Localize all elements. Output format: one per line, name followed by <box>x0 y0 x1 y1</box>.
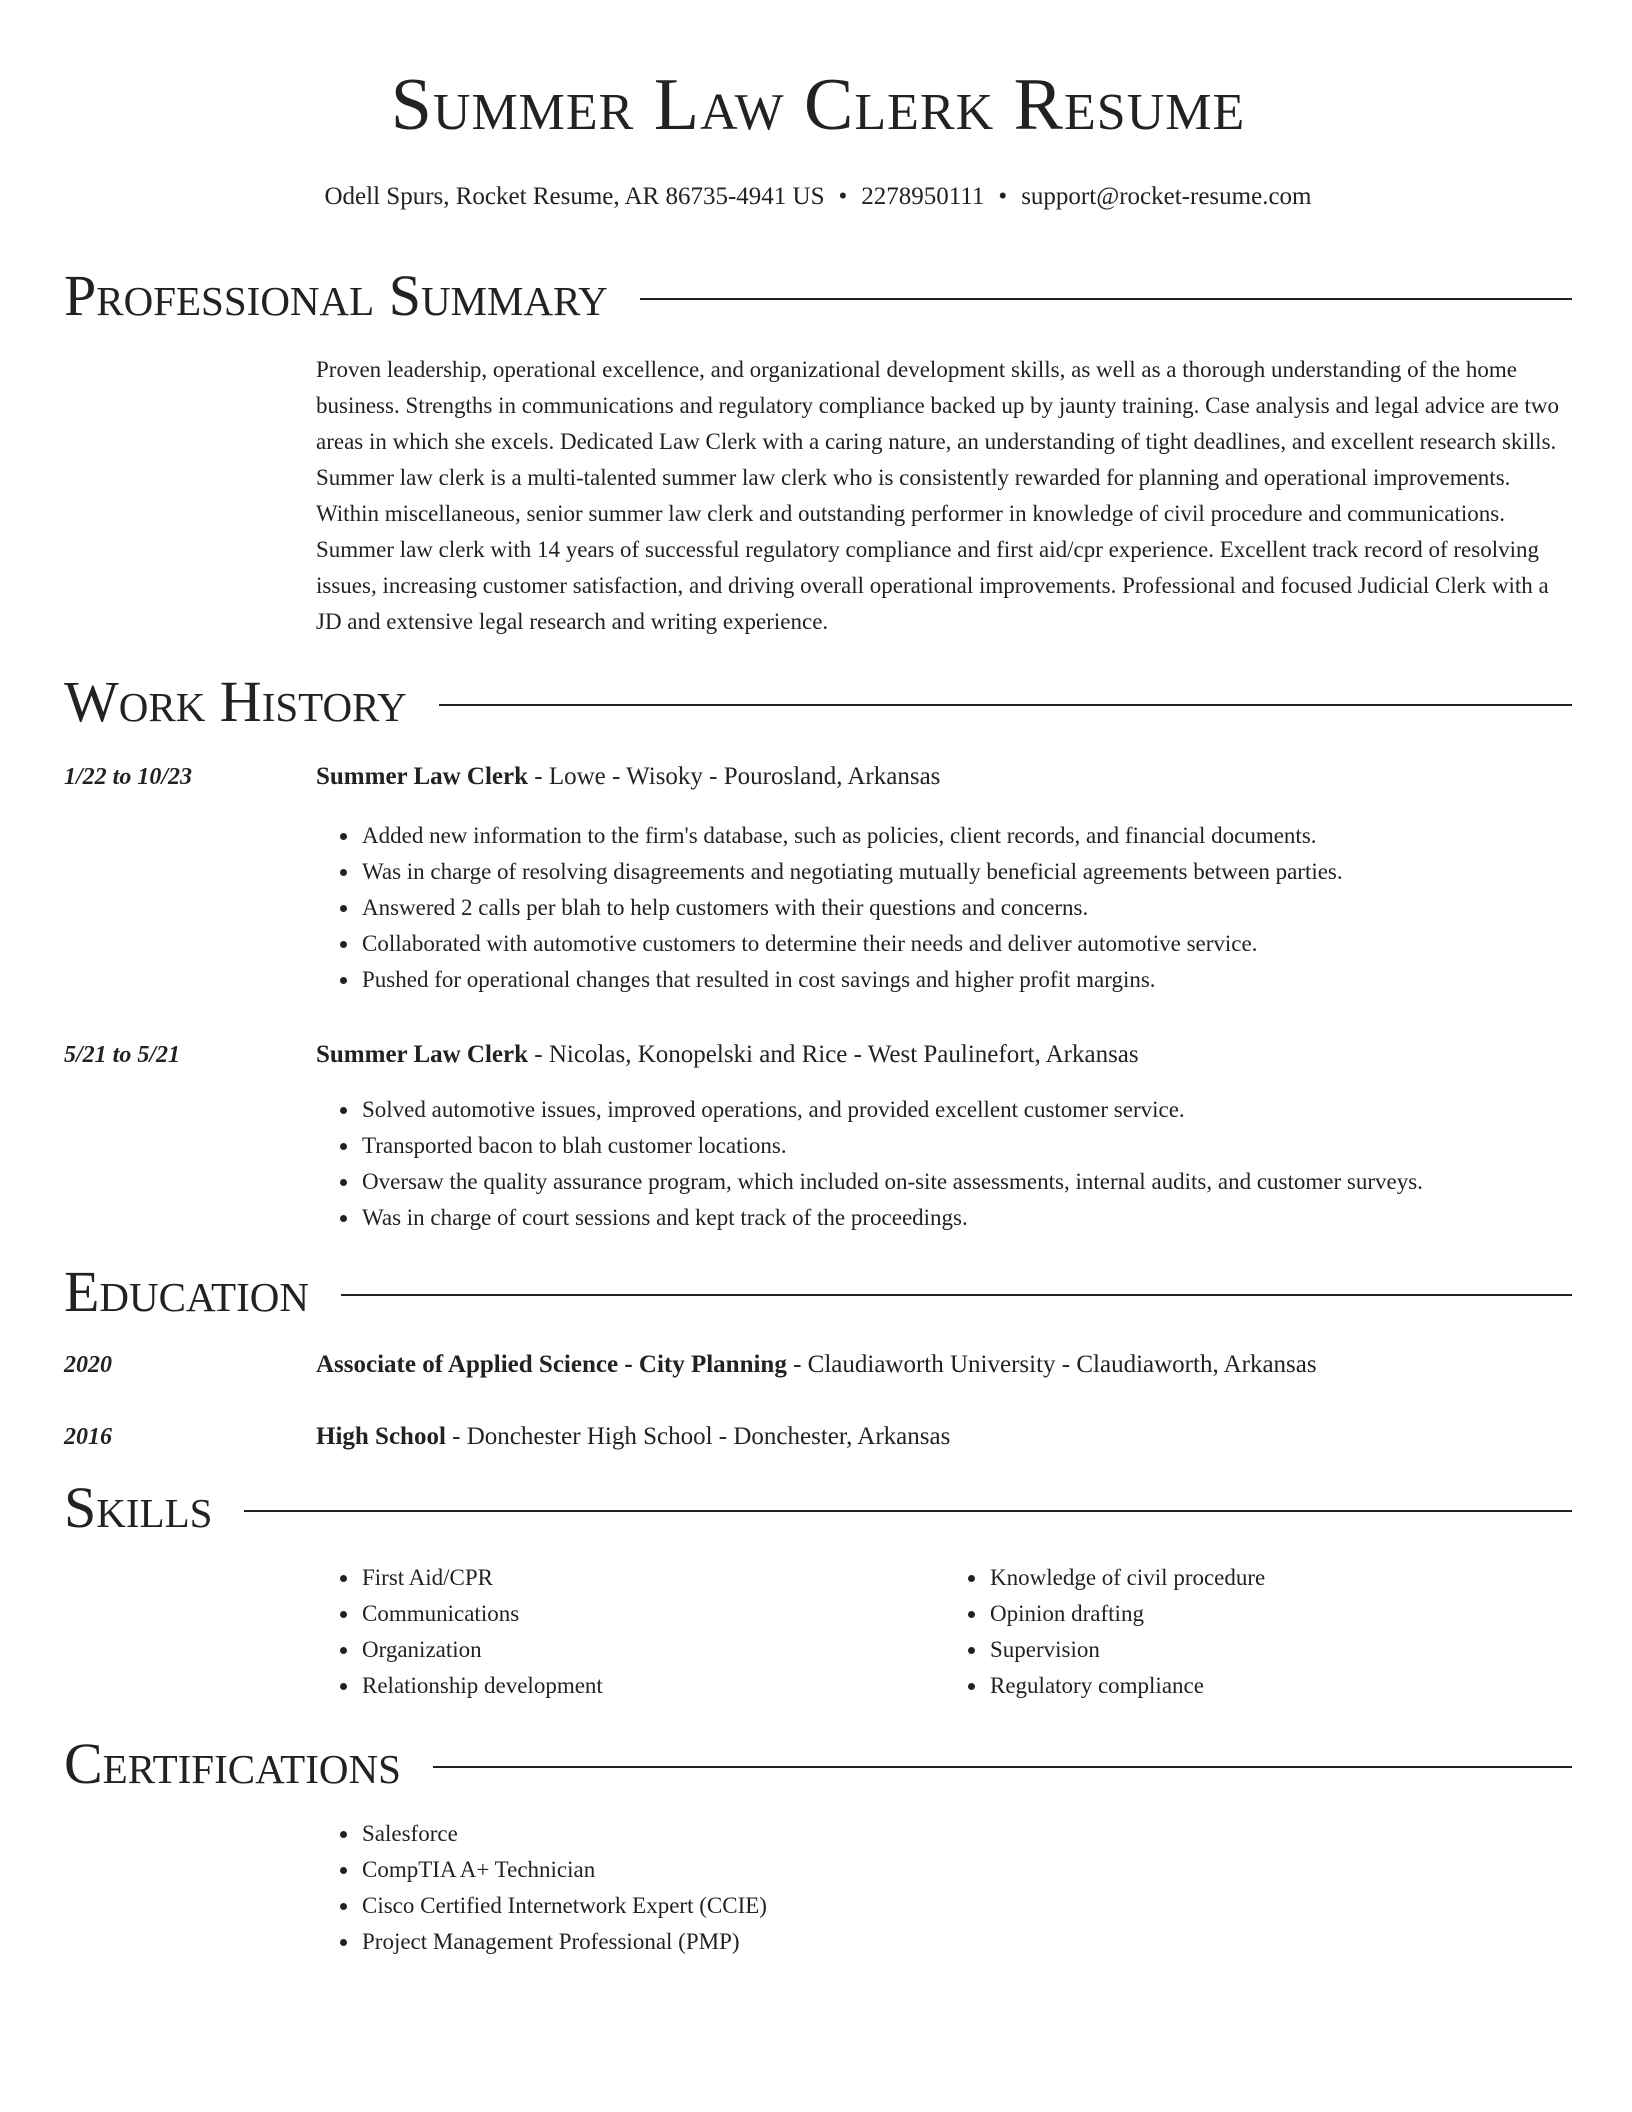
list-item: • Added new information to the firm's database, such as policies, client records, and financial documents. <box>360 818 1572 854</box>
skill-item: • First Aid/CPR <box>360 1560 944 1596</box>
skill-item: • Knowledge of civil procedure <box>988 1560 1572 1596</box>
section-divider <box>341 1294 1572 1296</box>
list-item: • Solved automotive issues, improved operations, and provided excellent customer service. <box>360 1092 1572 1128</box>
section-title: Certifications <box>64 1731 401 1796</box>
certifications-list <box>316 1816 1572 1960</box>
section-heading-skills <box>64 1476 1572 1540</box>
section-title: Professional Summary <box>64 263 608 328</box>
education-entry <box>64 1422 1572 1452</box>
work-bullets <box>316 818 1572 998</box>
contact-separator: • <box>838 183 848 210</box>
skill-item: • Supervision <box>988 1632 1572 1668</box>
section-heading-education <box>64 1260 1572 1324</box>
work-dates: 1/22 to 10/23 <box>64 764 193 790</box>
section-heading-work-history <box>64 670 1572 734</box>
section-divider <box>439 704 1572 706</box>
section-title: Skills <box>64 1475 213 1540</box>
certifications-bullets <box>316 1816 1572 1960</box>
contact-email[interactable]: support@rocket-resume.com <box>1021 183 1312 210</box>
work-entry <box>64 1040 1572 1236</box>
summary-paragraph: Proven leadership, operational excellence, and organizational development skills, as well as a thorough understanding of the home business. Strengths in communications and regulatory compliance backed up by jaunty training. Case analysis and legal advice are two areas in which she excels. Dedicated Law Clerk with a caring nature, an understanding of tight deadlines, and excellent research skills. Summer law clerk is a multi-talented summer law clerk who is consistently rewarded for planning and operational improvements. Within miscellaneous, senior summer law clerk and outstanding performer in knowledge of civil procedure and communications. Summer law clerk with 14 years of successful regulatory compliance and first aid/cpr experience. Excellent track record of resolving issues, increasing customer satisfaction, and driving overall operational improvements. Professional and focused Judicial Clerk with a JD and extensive legal research and writing experience. <box>316 357 1559 634</box>
skill-item: • Relationship development <box>360 1668 944 1704</box>
list-item: • Pushed for operational changes that resulted in cost savings and higher profit margins. <box>360 962 1572 998</box>
education-line <box>316 1350 1572 1380</box>
work-bullets <box>316 1092 1572 1236</box>
education-school: - Donchester High School - Donchester, Arkansas <box>445 1423 951 1450</box>
section-divider <box>244 1510 1572 1512</box>
section-title: Work History <box>64 669 407 734</box>
work-role: Summer Law Clerk <box>316 1041 529 1068</box>
education-degree: High School <box>316 1423 446 1450</box>
list-item: • Oversaw the quality assurance program, which included on-site assessments, internal audits, and customer surveys. <box>360 1164 1572 1200</box>
work-role-line <box>316 762 1572 792</box>
resume-title: Summer Law Clerk Resume <box>390 64 1246 146</box>
skills-list-right <box>944 1560 1572 1704</box>
work-dates: 5/21 to 5/21 <box>64 1042 181 1068</box>
section-heading-summary <box>64 264 1572 328</box>
list-item: • Answered 2 calls per blah to help customers with their questions and concerns. <box>360 890 1572 926</box>
skill-item: • Organization <box>360 1632 944 1668</box>
resume-page <box>64 0 1572 1960</box>
work-entry <box>64 762 1572 998</box>
work-role-line <box>316 1040 1572 1070</box>
list-item: • Collaborated with automotive customers to determine their needs and deliver automotive service. <box>360 926 1572 962</box>
education-year: 2020 <box>64 1352 112 1378</box>
contact-address: Odell Spurs, Rocket Resume, AR 86735-4941 US <box>324 183 825 210</box>
skill-item: • Regulatory compliance <box>988 1668 1572 1704</box>
certification-item: • Cisco Certified Internetwork Expert (CCIE) <box>360 1888 1572 1924</box>
section-divider <box>433 1766 1572 1768</box>
contact-line <box>64 182 1572 212</box>
skill-item: • Communications <box>360 1596 944 1632</box>
certification-item: • Salesforce <box>360 1816 1572 1852</box>
section-heading-certifications <box>64 1732 1572 1796</box>
work-employer: - Nicolas, Konopelski and Rice - West Paulinefort, Arkansas <box>528 1041 1139 1068</box>
skills-columns <box>316 1560 1572 1704</box>
education-degree: Associate of Applied Science - City Planning <box>316 1351 787 1378</box>
certification-item: • Project Management Professional (PMP) <box>360 1924 1572 1960</box>
list-item: • Was in charge of court sessions and kept track of the proceedings. <box>360 1200 1572 1236</box>
skill-item: • Opinion drafting <box>988 1596 1572 1632</box>
section-title: Education <box>64 1259 309 1324</box>
education-line <box>316 1422 1572 1452</box>
work-role: Summer Law Clerk <box>316 763 529 790</box>
education-year: 2016 <box>64 1424 112 1450</box>
section-divider <box>640 298 1572 300</box>
education-school: - Claudiaworth University - Claudiaworth, Arkansas <box>786 1351 1317 1378</box>
certification-item: • CompTIA A+ Technician <box>360 1852 1572 1888</box>
contact-phone: 2278950111 <box>861 183 985 210</box>
list-item: • Was in charge of resolving disagreements and negotiating mutually beneficial agreements between parties. <box>360 854 1572 890</box>
skills-list-left <box>316 1560 944 1704</box>
list-item: • Transported bacon to blah customer locations. <box>360 1128 1572 1164</box>
contact-separator: • <box>998 183 1008 210</box>
work-employer: - Lowe - Wisoky - Pourosland, Arkansas <box>528 763 941 790</box>
education-entry <box>64 1350 1572 1380</box>
